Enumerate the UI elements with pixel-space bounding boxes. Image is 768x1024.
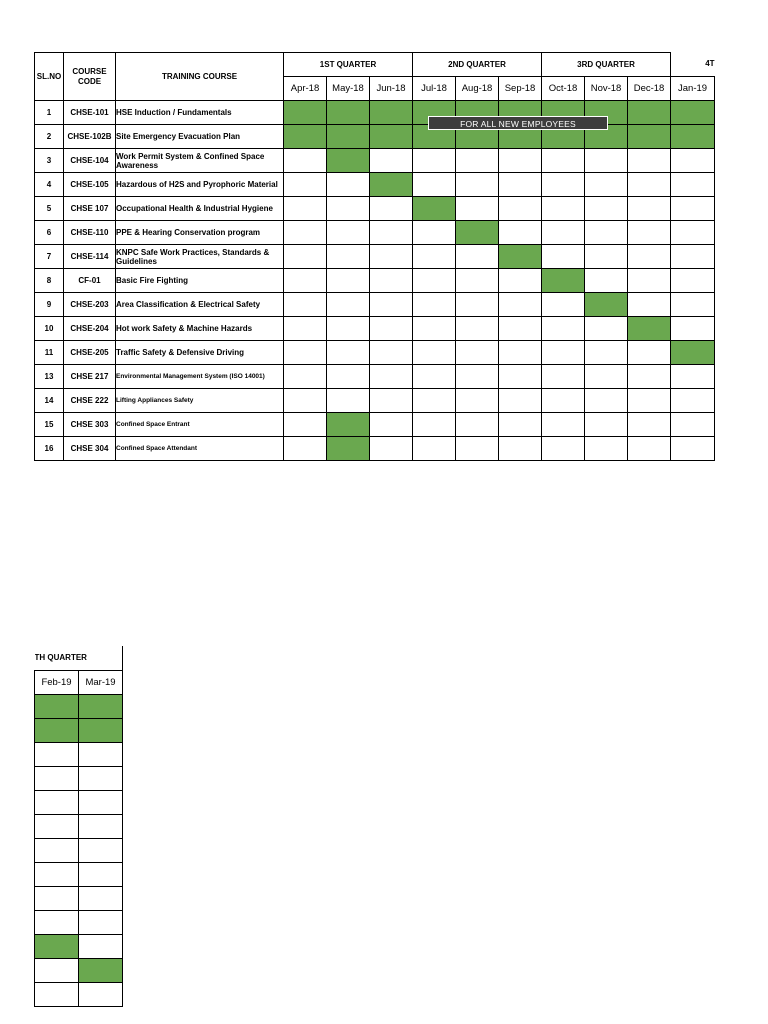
table-row	[35, 173, 715, 197]
schedule-cell	[370, 413, 413, 437]
schedule-cell	[370, 437, 413, 461]
table-row	[35, 814, 123, 838]
course-code-cell: CHSE-110	[64, 221, 116, 245]
header-quarter-4-continued: TH QUARTER	[35, 646, 123, 670]
schedule-cell	[327, 365, 370, 389]
course-name-cell: Work Permit System & Confined Space Awareness	[116, 149, 284, 173]
schedule-cell-active	[79, 958, 123, 982]
schedule-cell-active	[370, 101, 413, 125]
course-name-cell: Environmental Management System (ISO 14001)	[116, 365, 284, 389]
schedule-cell-active	[671, 101, 715, 125]
table-row	[35, 958, 123, 982]
table-row	[35, 293, 715, 317]
month-header: Jul-18	[413, 77, 456, 101]
schedule-cell	[413, 389, 456, 413]
schedule-cell	[628, 269, 671, 293]
schedule-cell	[284, 149, 327, 173]
schedule-cell	[671, 413, 715, 437]
schedule-cell	[284, 245, 327, 269]
sl-no-cell: 6	[35, 221, 64, 245]
sl-no-cell: 8	[35, 269, 64, 293]
schedule-cell	[456, 365, 499, 389]
course-name-cell: KNPC Safe Work Practices, Standards & Guidelines	[116, 245, 284, 269]
course-name-cell: Confined Space Attendant	[116, 437, 284, 461]
schedule-cell	[370, 245, 413, 269]
schedule-cell	[585, 197, 628, 221]
table-row	[35, 101, 715, 125]
sl-no-cell: 15	[35, 413, 64, 437]
schedule-cell	[585, 269, 628, 293]
schedule-cell	[671, 149, 715, 173]
table-row	[35, 910, 123, 934]
schedule-cell	[370, 149, 413, 173]
sl-no-cell: 9	[35, 293, 64, 317]
schedule-cell	[499, 293, 542, 317]
schedule-cell	[499, 365, 542, 389]
schedule-cell-active	[35, 934, 79, 958]
schedule-cell-active	[628, 101, 671, 125]
sl-no-cell: 3	[35, 149, 64, 173]
course-code-cell: CHSE 217	[64, 365, 116, 389]
schedule-cell	[671, 317, 715, 341]
course-code-cell: CHSE-105	[64, 173, 116, 197]
header-quarter-4-partial: 4T	[671, 53, 715, 77]
table-row	[35, 365, 715, 389]
schedule-cell	[370, 341, 413, 365]
course-name-cell: Lifting Appliances Safety	[116, 389, 284, 413]
schedule-cell	[370, 317, 413, 341]
schedule-cell	[413, 269, 456, 293]
course-name-cell: Hazardous of H2S and Pyrophoric Material	[116, 173, 284, 197]
schedule-cell	[499, 389, 542, 413]
course-code-cell: CHSE-205	[64, 341, 116, 365]
table-row	[35, 766, 123, 790]
schedule-cell	[79, 982, 123, 1006]
schedule-cell-active	[671, 125, 715, 149]
schedule-cell	[542, 221, 585, 245]
schedule-cell	[671, 269, 715, 293]
schedule-cell	[499, 437, 542, 461]
schedule-cell	[585, 149, 628, 173]
sl-no-cell: 7	[35, 245, 64, 269]
schedule-cell	[413, 245, 456, 269]
schedule-cell-active	[628, 317, 671, 341]
schedule-cell-active	[327, 413, 370, 437]
schedule-cell	[585, 437, 628, 461]
schedule-cell	[79, 790, 123, 814]
schedule-cell-active	[370, 125, 413, 149]
schedule-cell	[370, 389, 413, 413]
course-code-cell: CHSE-101	[64, 101, 116, 125]
schedule-cell	[542, 437, 585, 461]
month-header: Nov-18	[585, 77, 628, 101]
schedule-cell	[628, 365, 671, 389]
schedule-cell	[413, 293, 456, 317]
table-row	[35, 125, 715, 149]
schedule-cell	[413, 173, 456, 197]
schedule-cell	[628, 197, 671, 221]
schedule-cell	[585, 245, 628, 269]
course-code-cell: CHSE-104	[64, 149, 116, 173]
sl-no-cell: 13	[35, 365, 64, 389]
sl-no-cell: 16	[35, 437, 64, 461]
sl-no-cell: 2	[35, 125, 64, 149]
schedule-cell	[327, 293, 370, 317]
schedule-cell	[456, 269, 499, 293]
schedule-cell-active	[79, 694, 123, 718]
schedule-cell	[499, 173, 542, 197]
course-code-cell: CHSE-114	[64, 245, 116, 269]
month-header: Oct-18	[542, 77, 585, 101]
schedule-cell	[413, 317, 456, 341]
schedule-cell	[79, 934, 123, 958]
schedule-cell	[542, 341, 585, 365]
schedule-cell	[628, 245, 671, 269]
schedule-cell	[542, 293, 585, 317]
course-code-cell: CHSE-203	[64, 293, 116, 317]
course-code-cell: CF-01	[64, 269, 116, 293]
schedule-cell	[35, 862, 79, 886]
schedule-cell	[671, 221, 715, 245]
month-header: Sep-18	[499, 77, 542, 101]
schedule-cell	[79, 886, 123, 910]
table-row	[35, 269, 715, 293]
schedule-cell	[628, 173, 671, 197]
schedule-cell	[456, 341, 499, 365]
schedule-cell-active	[284, 101, 327, 125]
schedule-cell	[35, 790, 79, 814]
schedule-cell	[370, 221, 413, 245]
schedule-cell	[542, 197, 585, 221]
schedule-cell	[499, 149, 542, 173]
schedule-cell	[327, 389, 370, 413]
month-header: Dec-18	[628, 77, 671, 101]
header-sl-no: SL.NO	[35, 53, 64, 101]
course-code-cell: CHSE 303	[64, 413, 116, 437]
table-row	[35, 317, 715, 341]
schedule-cell-active	[628, 125, 671, 149]
schedule-cell	[456, 197, 499, 221]
schedule-cell-active	[327, 149, 370, 173]
schedule-cell	[628, 341, 671, 365]
schedule-cell	[327, 173, 370, 197]
schedule-cell	[370, 269, 413, 293]
table-row	[35, 718, 123, 742]
schedule-cell	[542, 317, 585, 341]
table-row	[35, 149, 715, 173]
table-row	[35, 245, 715, 269]
course-code-cell: CHSE-102B	[64, 125, 116, 149]
schedule-cell	[284, 221, 327, 245]
course-name-cell: Area Classification & Electrical Safety	[116, 293, 284, 317]
schedule-cell	[327, 269, 370, 293]
sl-no-cell: 4	[35, 173, 64, 197]
schedule-cell-active	[35, 694, 79, 718]
schedule-cell	[542, 413, 585, 437]
table-row	[35, 886, 123, 910]
schedule-cell-active	[585, 293, 628, 317]
course-code-cell: CHSE 222	[64, 389, 116, 413]
sl-no-cell: 10	[35, 317, 64, 341]
header-quarter-1: 1ST QUARTER	[284, 53, 413, 77]
schedule-cell-active	[35, 718, 79, 742]
course-name-cell: Site Emergency Evacuation Plan	[116, 125, 284, 149]
schedule-cell	[35, 814, 79, 838]
schedule-cell	[456, 173, 499, 197]
schedule-cell	[35, 742, 79, 766]
schedule-cell	[542, 365, 585, 389]
month-header: Aug-18	[456, 77, 499, 101]
schedule-cell	[35, 982, 79, 1006]
table-row	[35, 389, 715, 413]
schedule-cell	[284, 269, 327, 293]
schedule-cell	[35, 958, 79, 982]
table-row	[35, 197, 715, 221]
schedule-cell	[671, 437, 715, 461]
schedule-cell-active	[499, 245, 542, 269]
schedule-cell-active	[284, 125, 327, 149]
schedule-cell	[284, 317, 327, 341]
schedule-cell	[327, 341, 370, 365]
schedule-cell	[499, 341, 542, 365]
schedule-cell	[628, 437, 671, 461]
schedule-cell	[327, 317, 370, 341]
schedule-cell	[327, 221, 370, 245]
schedule-cell	[499, 413, 542, 437]
table-row	[35, 221, 715, 245]
schedule-cell	[585, 317, 628, 341]
schedule-cell	[542, 245, 585, 269]
table-row	[35, 413, 715, 437]
new-employees-banner: FOR ALL NEW EMPLOYEES	[428, 116, 608, 130]
schedule-cell	[284, 293, 327, 317]
schedule-cell	[499, 269, 542, 293]
schedule-cell	[370, 197, 413, 221]
schedule-cell	[284, 341, 327, 365]
training-schedule-table	[34, 52, 715, 461]
schedule-cell	[413, 437, 456, 461]
schedule-cell	[499, 197, 542, 221]
month-header: Jun-18	[370, 77, 413, 101]
schedule-cell-active	[456, 221, 499, 245]
schedule-cell	[585, 173, 628, 197]
header-course-code: COURSE CODE	[64, 53, 116, 101]
schedule-cell	[284, 389, 327, 413]
schedule-cell	[456, 437, 499, 461]
table-row	[35, 790, 123, 814]
schedule-cell	[284, 173, 327, 197]
schedule-cell-active	[370, 173, 413, 197]
schedule-cell	[628, 293, 671, 317]
schedule-cell	[456, 413, 499, 437]
schedule-cell	[35, 886, 79, 910]
schedule-cell	[671, 365, 715, 389]
table-row	[35, 934, 123, 958]
schedule-cell	[585, 221, 628, 245]
schedule-cell	[35, 838, 79, 862]
schedule-cell	[671, 197, 715, 221]
course-name-cell: PPE & Hearing Conservation program	[116, 221, 284, 245]
schedule-cell	[671, 245, 715, 269]
schedule-cell	[542, 149, 585, 173]
month-header: Jan-19	[671, 77, 715, 101]
table-row	[35, 838, 123, 862]
schedule-cell	[35, 766, 79, 790]
table-row	[35, 437, 715, 461]
month-header: Apr-18	[284, 77, 327, 101]
sl-no-cell: 14	[35, 389, 64, 413]
table-row	[35, 862, 123, 886]
schedule-cell	[671, 173, 715, 197]
schedule-cell	[284, 365, 327, 389]
course-name-cell: Traffic Safety & Defensive Driving	[116, 341, 284, 365]
schedule-cell-active	[327, 437, 370, 461]
schedule-cell	[413, 221, 456, 245]
course-name-cell: Occupational Health & Industrial Hygiene	[116, 197, 284, 221]
table-row	[35, 982, 123, 1006]
schedule-cell	[284, 413, 327, 437]
course-code-cell: CHSE-204	[64, 317, 116, 341]
schedule-cell-active	[542, 269, 585, 293]
month-header: Feb-19	[35, 670, 79, 694]
schedule-cell	[456, 149, 499, 173]
schedule-cell	[370, 365, 413, 389]
schedule-cell-active	[413, 197, 456, 221]
schedule-cell	[628, 389, 671, 413]
schedule-cell	[327, 197, 370, 221]
schedule-cell	[79, 862, 123, 886]
schedule-cell	[456, 293, 499, 317]
table-row	[35, 742, 123, 766]
schedule-cell	[628, 413, 671, 437]
schedule-cell-active	[79, 718, 123, 742]
schedule-cell	[585, 365, 628, 389]
course-code-cell: CHSE 304	[64, 437, 116, 461]
schedule-cell	[413, 365, 456, 389]
schedule-cell	[628, 221, 671, 245]
schedule-cell	[413, 341, 456, 365]
schedule-cell	[413, 413, 456, 437]
schedule-cell	[499, 221, 542, 245]
course-name-cell: Confined Space Entrant	[116, 413, 284, 437]
course-name-cell: Basic Fire Fighting	[116, 269, 284, 293]
schedule-cell	[628, 149, 671, 173]
schedule-cell	[542, 389, 585, 413]
schedule-cell	[585, 413, 628, 437]
sl-no-cell: 5	[35, 197, 64, 221]
continuation-table	[34, 646, 123, 1007]
schedule-cell	[327, 245, 370, 269]
schedule-cell-active	[327, 125, 370, 149]
header-training-course: TRAINING COURSE	[116, 53, 284, 101]
course-name-cell: HSE Induction / Fundamentals	[116, 101, 284, 125]
sl-no-cell: 11	[35, 341, 64, 365]
schedule-cell	[370, 293, 413, 317]
schedule-cell	[499, 317, 542, 341]
schedule-cell	[585, 341, 628, 365]
month-header: May-18	[327, 77, 370, 101]
table-row	[35, 694, 123, 718]
schedule-cell	[35, 910, 79, 934]
schedule-cell	[671, 389, 715, 413]
schedule-cell	[456, 389, 499, 413]
schedule-cell	[456, 245, 499, 269]
schedule-cell	[79, 814, 123, 838]
sl-no-cell: 1	[35, 101, 64, 125]
schedule-cell	[79, 910, 123, 934]
schedule-cell	[284, 197, 327, 221]
schedule-cell	[542, 173, 585, 197]
schedule-cell	[79, 766, 123, 790]
table-row	[35, 341, 715, 365]
schedule-cell	[413, 149, 456, 173]
schedule-cell	[284, 437, 327, 461]
schedule-cell	[79, 838, 123, 862]
schedule-cell	[585, 389, 628, 413]
header-quarter-2: 2ND QUARTER	[413, 53, 542, 77]
schedule-cell	[671, 293, 715, 317]
course-code-cell: CHSE 107	[64, 197, 116, 221]
schedule-cell	[79, 742, 123, 766]
schedule-cell-active	[671, 341, 715, 365]
schedule-cell-active	[327, 101, 370, 125]
schedule-cell	[456, 317, 499, 341]
course-name-cell: Hot work Safety & Machine Hazards	[116, 317, 284, 341]
month-header: Mar-19	[79, 670, 123, 694]
header-quarter-3: 3RD QUARTER	[542, 53, 671, 77]
